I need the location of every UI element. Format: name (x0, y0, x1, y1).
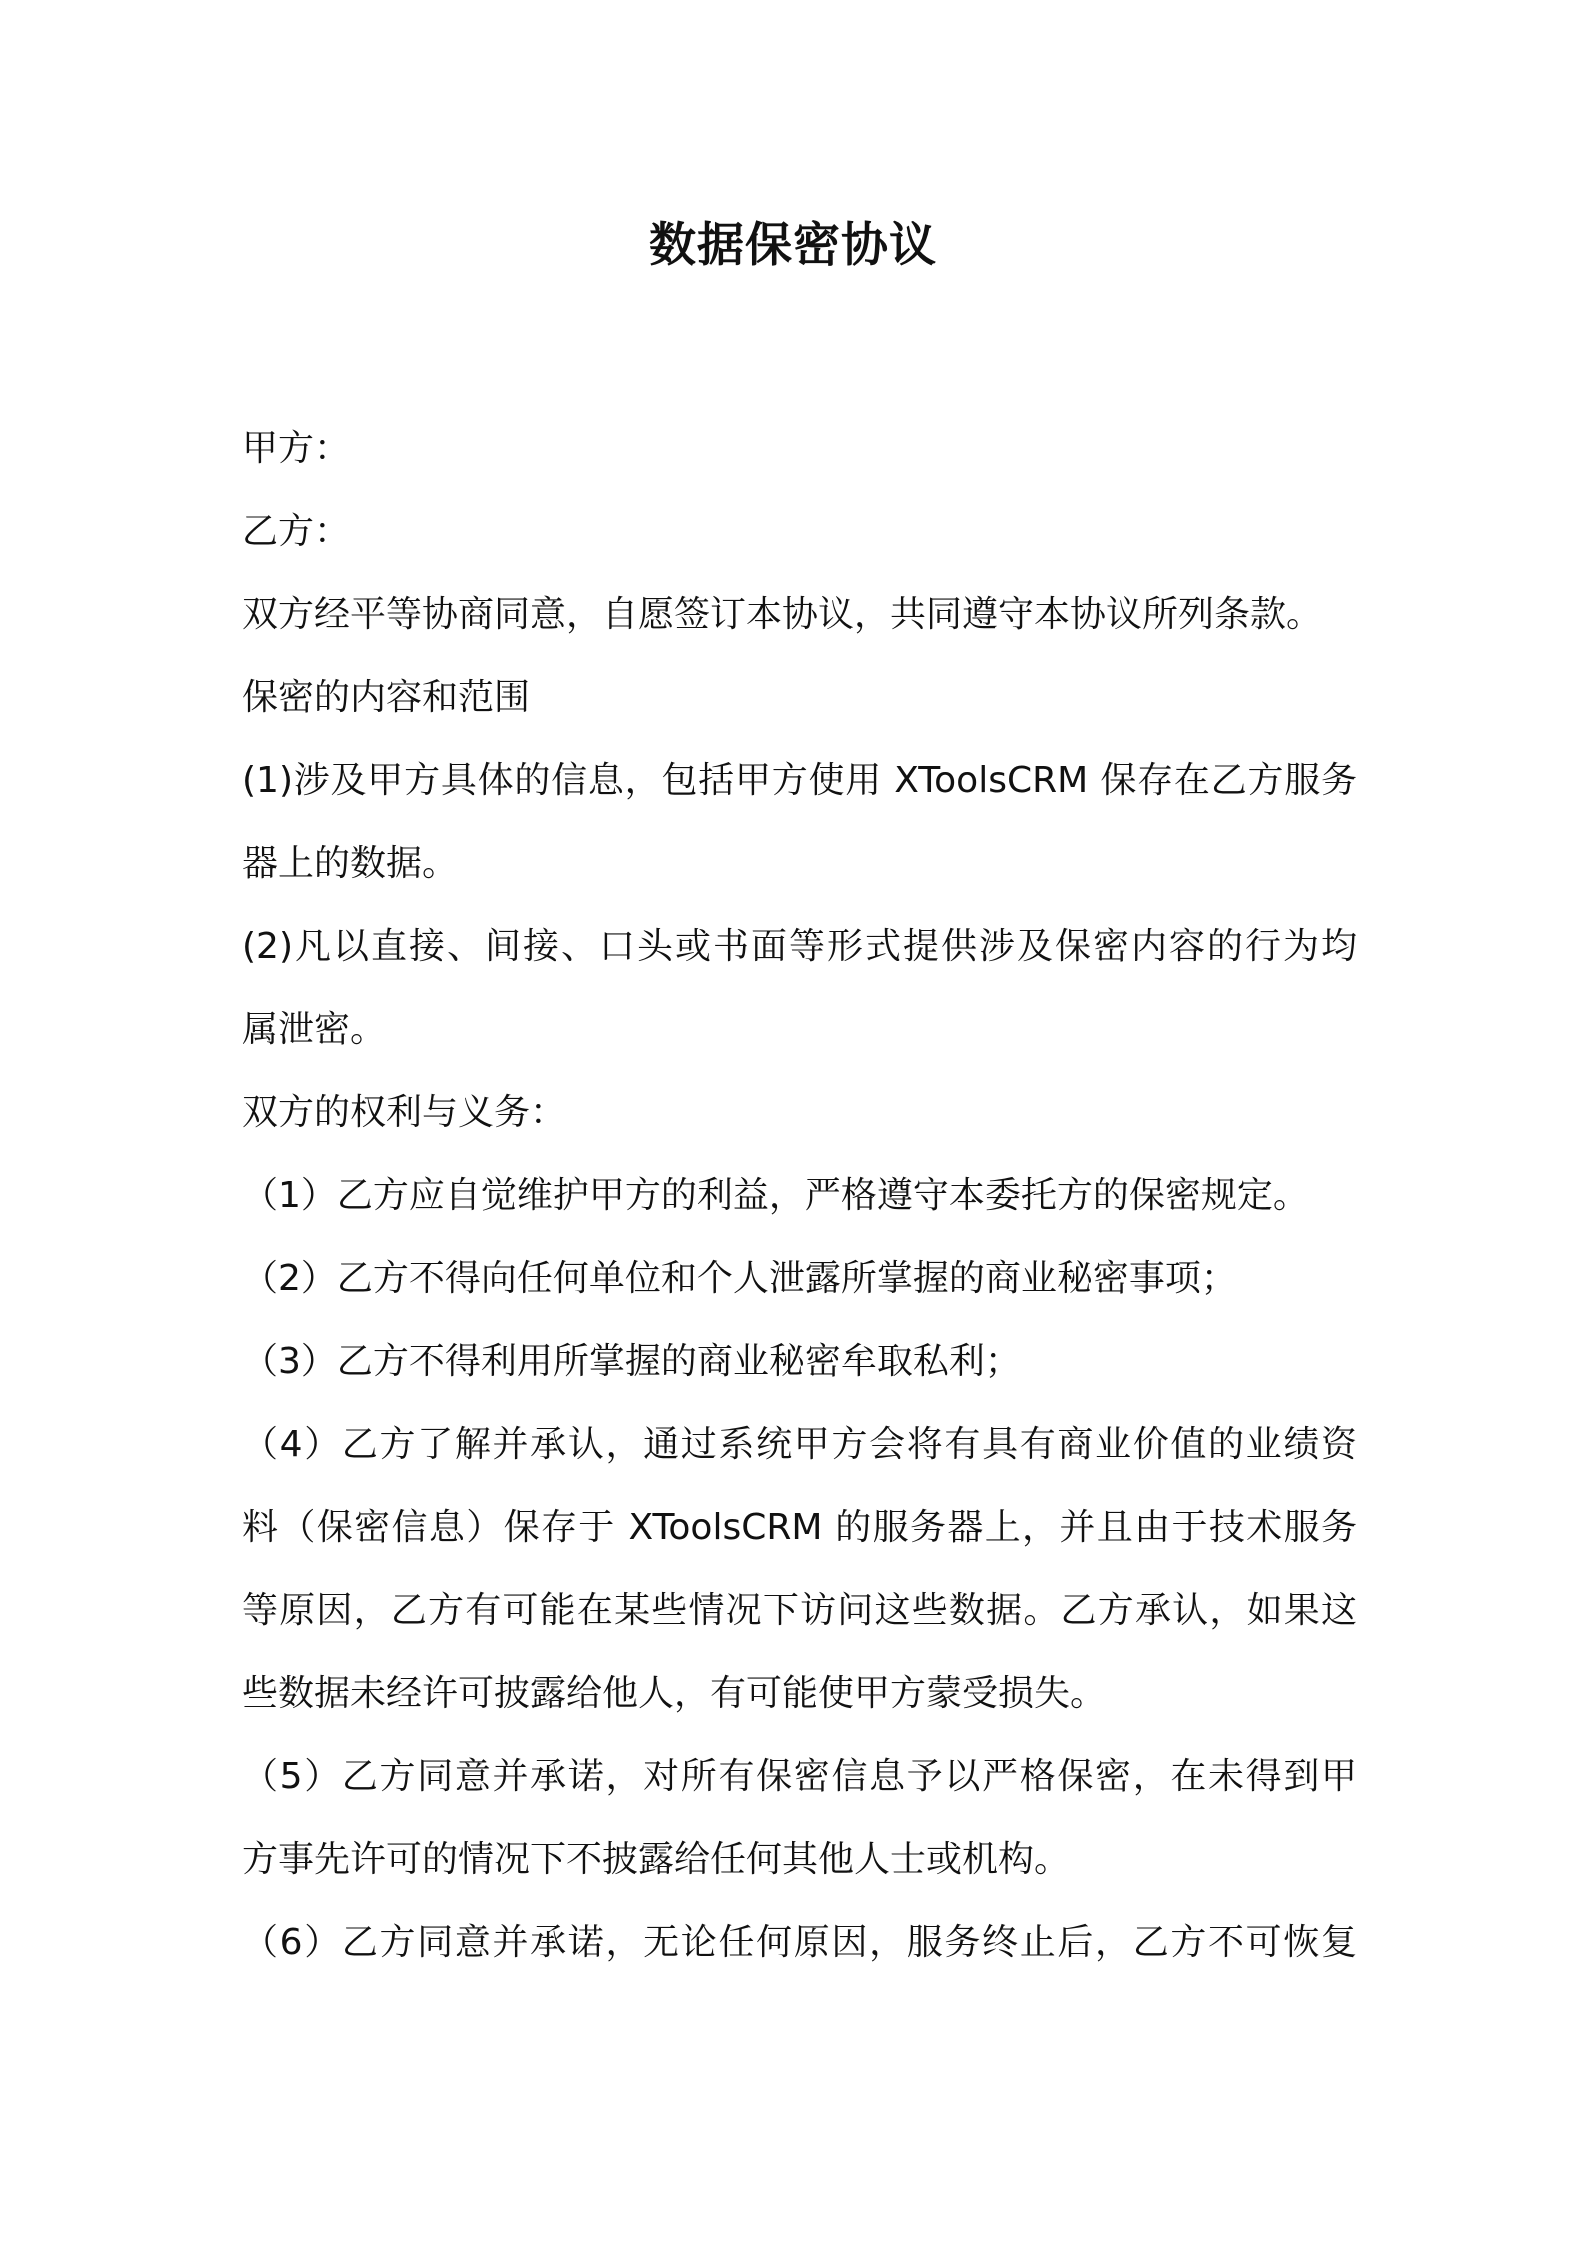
rights-item-6-line-1: （6）乙方同意并承诺，无论任何原因，服务终止后，乙方不可恢复 (242, 1922, 1357, 1963)
document-body (242, 407, 1357, 1984)
rights-item-2: （2）乙方不得向任何单位和个人泄露所掌握的商业秘密事项； (242, 1258, 1237, 1299)
scope-item-1-line-2: 器上的数据。 (242, 843, 459, 884)
rights-item-4-line-1: （4）乙方了解并承认，通过系统甲方会将有具有商业价值的业绩资 (242, 1424, 1357, 1465)
party-a-line: 甲方： (242, 428, 351, 469)
document-title: 数据保密协议 (649, 218, 937, 273)
agreement-intro: 双方经平等协商同意，自愿签订本协议，共同遵守本协议所列条款。 (242, 594, 1323, 635)
rights-item-4-line-3: 等原因，乙方有可能在某些情况下访问这些数据。乙方承认，如果这 (242, 1590, 1357, 1631)
rights-item-5-line-2: 方事先许可的情况下不披露给任何其他人士或机构。 (242, 1839, 1071, 1880)
rights-item-3: （3）乙方不得利用所掌握的商业秘密牟取私利； (242, 1341, 1021, 1382)
scope-item-2-line-2: 属泄密。 (242, 1009, 387, 1050)
section-heading-rights: 双方的权利与义务： (242, 1092, 567, 1133)
scope-item-1-line-1: (1)涉及甲方具体的信息，包括甲方使用 XToolsCRM 保存在乙方服务 (242, 760, 1357, 801)
rights-item-4-line-4: 些数据未经许可披露给他人，有可能使甲方蒙受损失。 (242, 1673, 1107, 1714)
rights-item-4-line-2: 料（保密信息）保存于 XToolsCRM 的服务器上，并且由于技术服务 (242, 1507, 1357, 1548)
rights-item-5-line-1: （5）乙方同意并承诺，对所有保密信息予以严格保密，在未得到甲 (242, 1756, 1357, 1797)
party-b-line: 乙方： (242, 511, 351, 552)
scope-item-2-line-1: (2)凡以直接、间接、口头或书面等形式提供涉及保密内容的行为均 (242, 926, 1357, 967)
section-heading-scope: 保密的内容和范围 (242, 677, 531, 718)
rights-item-1: （1）乙方应自觉维护甲方的利益，严格遵守本委托方的保密规定。 (242, 1175, 1309, 1216)
